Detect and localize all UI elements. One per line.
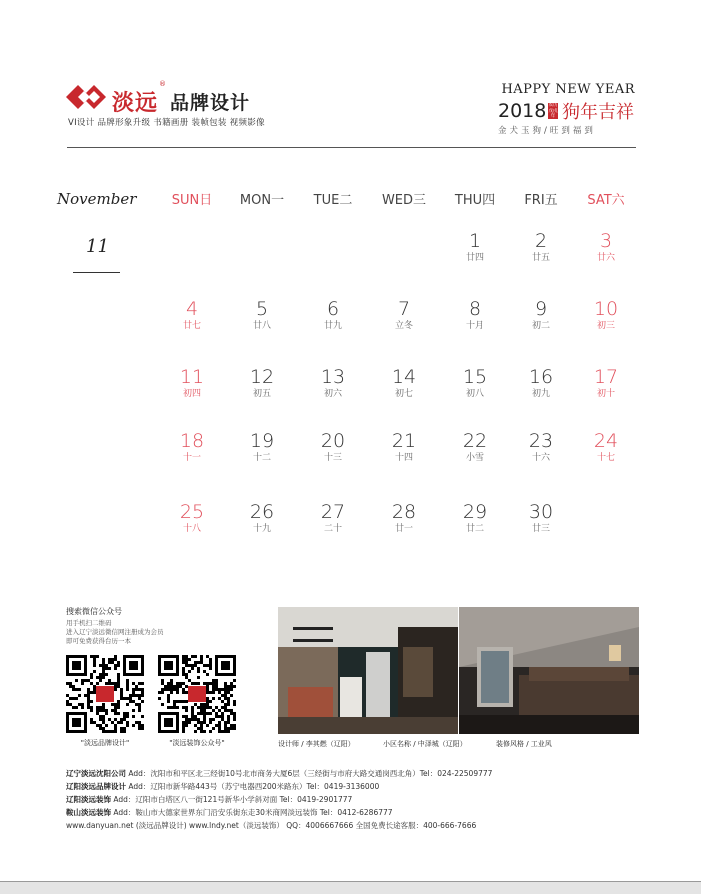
day-number: 10 xyxy=(593,298,619,320)
day-number: 15 xyxy=(462,366,488,388)
qr-caption: "淡远装饰公众号" xyxy=(169,739,225,747)
day-number: 4 xyxy=(185,298,199,320)
calendar-day xyxy=(303,366,363,400)
qr-code-icon xyxy=(158,655,236,733)
calendar-day xyxy=(303,298,363,332)
lunar-date: 十四 xyxy=(394,453,413,463)
happy-new-year: HAPPY NEW YEAR xyxy=(501,82,635,97)
day-number: 18 xyxy=(179,430,205,452)
year-number: 2018 xyxy=(498,100,547,122)
calendar-day xyxy=(445,430,505,464)
photo-caption-style: 装修风格 / 工业风 xyxy=(496,740,552,748)
day-number: 21 xyxy=(391,430,417,452)
lunar-date: 十七 xyxy=(596,453,615,463)
day-number: 5 xyxy=(255,298,269,320)
brand-name: 淡远 xyxy=(112,91,159,116)
calendar-day xyxy=(511,298,571,332)
photo-caption-designer: 设计师 / 李其燃（辽阳） xyxy=(278,740,355,748)
lunar-date: 初五 xyxy=(252,389,271,399)
brand-slogan: 品牌设计 xyxy=(170,92,251,114)
qr-hint-line: 用手机扫二维码 xyxy=(66,619,112,627)
day-number: 24 xyxy=(593,430,619,452)
lunar-date: 十九 xyxy=(252,524,271,534)
interior-photo-bedroom xyxy=(459,607,639,734)
weekday-label: THU四 xyxy=(454,193,496,208)
lunar-date: 十六 xyxy=(531,453,550,463)
day-number: 9 xyxy=(534,298,548,320)
calendar-day xyxy=(374,366,434,400)
day-number: 28 xyxy=(391,501,417,523)
contact-line xyxy=(66,806,646,819)
calendar-day xyxy=(232,366,292,400)
calendar-day xyxy=(576,430,636,464)
weekday-label: SUN日 xyxy=(171,193,213,208)
lunar-date: 廿八 xyxy=(252,321,271,331)
calendar-day xyxy=(445,230,505,264)
lunar-date: 初三 xyxy=(596,321,615,331)
lunar-date: 廿三 xyxy=(531,524,550,534)
weekday-label: MON一 xyxy=(239,193,285,208)
calendar-day xyxy=(162,366,222,400)
day-number: 1 xyxy=(468,230,482,252)
lunar-date: 小雪 xyxy=(465,453,484,463)
company-detail: Add：鞍山市大德家世界东门沿安乐街东走30米商网淡远装饰 Tel：0412-6286777 xyxy=(111,808,393,817)
lunar-date: 立冬 xyxy=(394,321,413,331)
lunar-date: 十一 xyxy=(182,453,201,463)
lunar-date: 廿五 xyxy=(531,253,550,263)
calendar-day xyxy=(445,366,505,400)
company-detail: Add：辽阳市白塔区八一街121号新华小学斜对面 Tel：0419-2901777 xyxy=(111,795,353,804)
contact-line xyxy=(66,793,646,806)
day-number: 12 xyxy=(249,366,275,388)
month-name: November xyxy=(57,190,137,208)
weekday-label: FRI五 xyxy=(524,193,558,208)
day-number: 13 xyxy=(320,366,346,388)
lunar-date: 二十 xyxy=(323,524,342,534)
contact-line xyxy=(66,780,646,793)
calendar-day xyxy=(511,430,571,464)
lunar-date: 廿四 xyxy=(465,253,484,263)
calendar-day xyxy=(303,501,363,535)
calendar-day xyxy=(232,298,292,332)
day-number: 14 xyxy=(391,366,417,388)
calendar-day xyxy=(576,298,636,332)
calendar-day xyxy=(232,501,292,535)
day-number: 29 xyxy=(462,501,488,523)
calendar-day xyxy=(162,298,222,332)
lunar-date: 廿一 xyxy=(394,524,413,534)
day-number: 22 xyxy=(462,430,488,452)
lunar-date: 廿六 xyxy=(596,253,615,263)
weekday-label: SAT六 xyxy=(587,193,625,208)
photo-caption-community: 小区名称 / 中泽城（辽阳） xyxy=(383,740,467,748)
weekday-label: TUE二 xyxy=(313,193,353,208)
weekday-label: WED三 xyxy=(381,193,427,208)
lunar-date: 廿九 xyxy=(323,321,342,331)
calendar-stand-edge xyxy=(0,881,701,894)
company-name: 辽阳淡远装饰 xyxy=(66,795,111,804)
company-name: 辽宁淡远沈阳公司 xyxy=(66,769,126,778)
lunar-date: 十三 xyxy=(323,453,342,463)
day-number: 27 xyxy=(320,501,346,523)
company-name: 鞍山淡远装饰 xyxy=(66,808,111,817)
company-detail: Add：辽阳市新华路443号（苏宁电器西200米路东）Tel：0419-3136000 xyxy=(126,782,380,791)
contact-block xyxy=(66,767,646,832)
year-badge: 农历戊戌年 xyxy=(548,103,558,119)
day-number: 6 xyxy=(326,298,340,320)
brand-services: VI设计 品牌形象升级 书籍画册 装帧包装 视频影像 xyxy=(68,118,265,128)
header-divider xyxy=(67,147,636,148)
calendar-day xyxy=(511,366,571,400)
qr-caption: "淡远品牌设计" xyxy=(80,739,130,747)
day-number: 11 xyxy=(179,366,205,388)
year-greeting: 狗年吉祥 xyxy=(562,102,634,123)
registered-mark: ® xyxy=(159,80,166,88)
lunar-date: 初七 xyxy=(394,389,413,399)
brand-logo-icon xyxy=(66,83,110,111)
calendar-day xyxy=(445,501,505,535)
day-number: 26 xyxy=(249,501,275,523)
lunar-date: 廿二 xyxy=(465,524,484,534)
calendar-day xyxy=(445,298,505,332)
lunar-date: 初九 xyxy=(531,389,550,399)
day-number: 17 xyxy=(593,366,619,388)
lunar-date: 初六 xyxy=(323,389,342,399)
year-subtitle: 金犬玉狗/旺到福到 xyxy=(498,126,596,136)
day-number: 7 xyxy=(397,298,411,320)
calendar-day xyxy=(374,501,434,535)
calendar-day xyxy=(576,366,636,400)
calendar-day xyxy=(511,230,571,264)
calendar-day xyxy=(374,298,434,332)
lunar-date: 初八 xyxy=(465,389,484,399)
lunar-date: 十月 xyxy=(465,321,484,331)
day-number: 20 xyxy=(320,430,346,452)
calendar-day xyxy=(162,501,222,535)
company-name: 辽阳淡远品牌设计 xyxy=(66,782,126,791)
calendar-day xyxy=(232,430,292,464)
calendar-day xyxy=(576,230,636,264)
day-number: 3 xyxy=(599,230,613,252)
day-number: 25 xyxy=(179,501,205,523)
qr-title: 搜索微信公众号 xyxy=(66,607,122,616)
calendar-day xyxy=(511,501,571,535)
day-number: 8 xyxy=(468,298,482,320)
month-number: 11 xyxy=(86,236,109,257)
day-number: 2 xyxy=(534,230,548,252)
qr-hint-line: 即可免费获得台历一本 xyxy=(66,637,131,645)
lunar-date: 十二 xyxy=(252,453,271,463)
qr-code-icon xyxy=(66,655,144,733)
company-detail: Add：沈阳市和平区北三经街10号北市商务大厦6层（三经街与市府大路交通岗西北角）Tel：024-22509777 xyxy=(126,769,493,778)
lunar-date: 初四 xyxy=(182,389,201,399)
interior-photo-kitchen xyxy=(278,607,458,734)
day-number: 16 xyxy=(528,366,554,388)
calendar-day xyxy=(162,430,222,464)
lunar-date: 十八 xyxy=(182,524,201,534)
calendar-day xyxy=(374,430,434,464)
day-number: 23 xyxy=(528,430,554,452)
lunar-date: 廿七 xyxy=(182,321,201,331)
qr-hint-line: 进入辽宁淡远微信网注册成为会员 xyxy=(66,628,164,636)
lunar-date: 初二 xyxy=(531,321,550,331)
web-contact-line: www.danyuan.net (淡远品牌设计) www.lndy.net（淡远装饰） QQ：4006667666 全国免费长途客服：400-666-7666 xyxy=(66,821,477,830)
day-number: 19 xyxy=(249,430,275,452)
month-divider xyxy=(73,272,120,273)
lunar-date: 初十 xyxy=(596,389,615,399)
contact-line xyxy=(66,767,646,780)
calendar-day xyxy=(303,430,363,464)
day-number: 30 xyxy=(528,501,554,523)
